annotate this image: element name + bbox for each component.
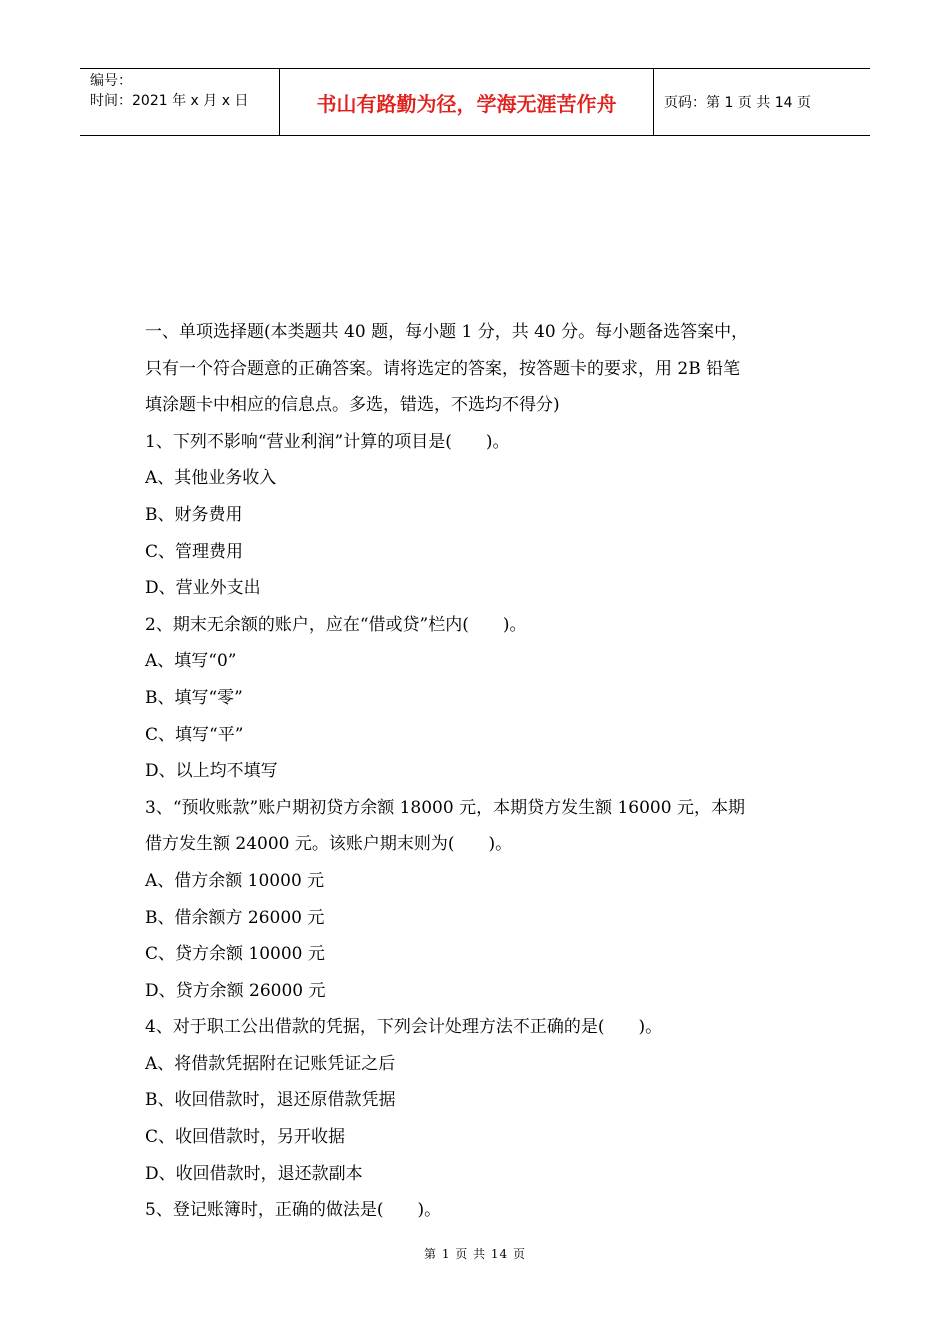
question-2-option-c: C、填写“平” bbox=[145, 724, 244, 745]
question-1-option-b: B、财务费用 bbox=[145, 504, 243, 525]
header-page-info: 页码：第 1 页 共 14 页 bbox=[664, 95, 811, 111]
question-5: 5、登记账簿时，正确的做法是( )。 bbox=[145, 1200, 442, 1221]
header-meta bbox=[80, 69, 280, 135]
page-footer: 第 1 页 共 14 页 bbox=[424, 1247, 526, 1261]
header-motto: 书山有路勤为径，学海无涯苦作舟 bbox=[280, 69, 654, 135]
question-4-option-c: C、收回借款时，另开收据 bbox=[145, 1127, 346, 1148]
question-2: 2、期末无余额的账户，应在“借或贷”栏内( )。 bbox=[145, 614, 527, 635]
question-2-option-b: B、填写“零” bbox=[145, 687, 243, 708]
question-3-line-2: 借方发生额 24000 元。该账户期末则为( )。 bbox=[145, 834, 513, 855]
question-3-option-b: B、借余额方 26000 元 bbox=[145, 907, 325, 928]
section-intro-line-3: 填涂题卡中相应的信息点。多选，错选，不选均不得分) bbox=[145, 395, 560, 416]
question-3-option-c: C、贷方余额 10000 元 bbox=[145, 944, 325, 965]
question-1-option-d: D、营业外支出 bbox=[145, 578, 261, 599]
section-intro-line-2: 只有一个符合题意的正确答案。请将选定的答案，按答题卡的要求，用 2B 铅笔 bbox=[145, 358, 741, 379]
number-label: 编号： bbox=[90, 73, 132, 89]
question-3-option-d: D、贷方余额 26000 元 bbox=[145, 980, 326, 1001]
question-2-option-d: D、以上均不填写 bbox=[145, 761, 278, 782]
question-1: 1、下列不影响“营业利润”计算的项目是( )。 bbox=[145, 431, 510, 452]
document-body bbox=[145, 314, 825, 1229]
page-header bbox=[80, 68, 870, 136]
question-4-option-a: A、将借款凭据附在记账凭证之后 bbox=[145, 1053, 396, 1074]
question-1-option-a: A、其他业务收入 bbox=[145, 468, 277, 489]
section-intro-line-1: 一、单项选择题(本类题共 40 题，每小题 1 分，共 40 分。每小题备选答案中， bbox=[145, 322, 749, 342]
question-1-option-c: C、管理费用 bbox=[145, 541, 244, 562]
question-4: 4、对于职工公出借款的凭据，下列会计处理方法不正确的是( )。 bbox=[145, 1017, 663, 1038]
question-2-option-a: A、填写“0” bbox=[145, 651, 237, 672]
question-3-option-a: A、借方余额 10000 元 bbox=[145, 870, 325, 891]
question-3-line-1: 3、“预收账款”账户期初贷方余额 18000 元，本期贷方发生额 16000 元，本期 bbox=[145, 797, 745, 818]
question-4-option-b: B、收回借款时，退还原借款凭据 bbox=[145, 1090, 396, 1111]
question-4-option-d: D、收回借款时，退还款副本 bbox=[145, 1163, 363, 1184]
time-label: 时间：2021 年 x 月 x 日 bbox=[90, 93, 249, 109]
